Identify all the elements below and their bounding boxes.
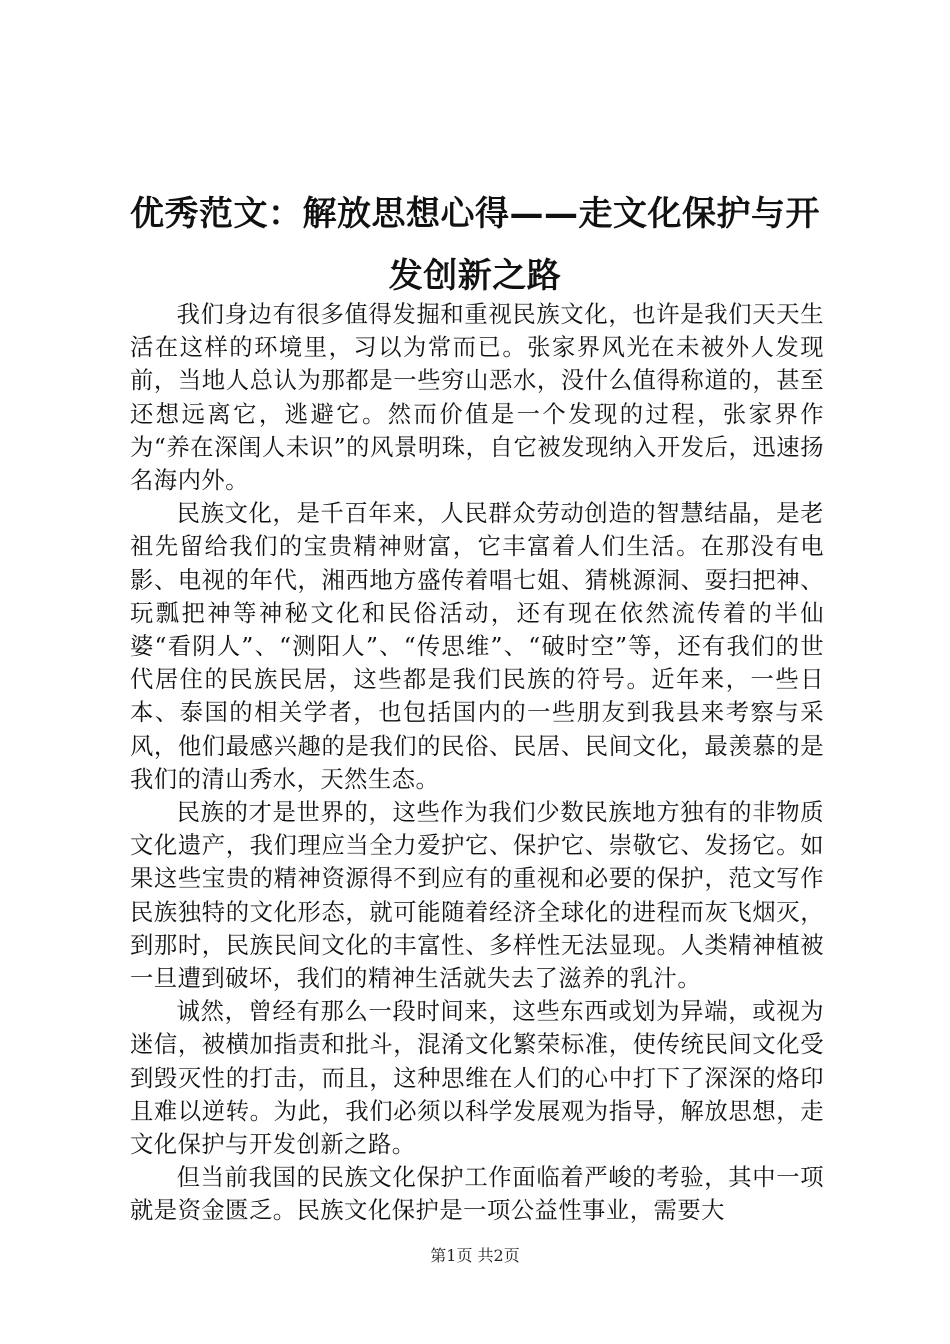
title-line-2: 发创新之路: [388, 256, 562, 296]
document-title: [110, 183, 840, 307]
paragraph-1: 我们身边有很多值得发掘和重视民族文化，也许是我们天天生活在这样的环境里，习以为常而已。张家界风光在未被外人发现前，当地人总认为那都是一些穷山恶水，没什么值得称道的，甚至还想远离它，逃避它。然而价值是一个发现的过程，张家界作为“养在深闺人未识”的风景明珠，自它被发现纳入开发后，迅速扬名海内外。: [130, 301, 824, 495]
paragraph-5: 但当前我国的民族文化保护工作面临着严峻的考验，其中一项就是资金匮乏。民族文化保护是一项公益性事业，需要大: [130, 1164, 824, 1225]
page-footer: 第1页 共2页: [430, 1246, 520, 1265]
paragraph-3: 民族的才是世界的，这些作为我们少数民族地方独有的非物质文化遗产，我们理应当全力爱护它、保护它、崇敬它、发扬它。如果这些宝贵的精神资源得不到应有的重视和必要的保护，范文写作民族独特的文化形态，就可能随着经济全球化的进程而灰飞烟灭，到那时，民族民间文化的丰富性、多样性无法显现。人类精神植被一旦遭到破坏，我们的精神生活就失去了滋养的乳汁。: [130, 799, 824, 993]
paragraph-4: 诚然，曾经有那么一段时间来，这些东西或划为异端，或视为迷信，被横加指责和批斗，混淆文化繁荣标准，使传统民间文化受到毁灭性的打击，而且，这种思维在人们的心中打下了深深的烙印且难以逆转。为此，我们必须以科学发展观为指导，解放思想，走文化保护与开发创新之路。: [130, 998, 824, 1159]
document-body: [130, 298, 824, 1228]
paragraph-2: 民族文化，是千百年来，人民群众劳动创造的智慧结晶，是老祖先留给我们的宝贵精神财富，它丰富着人们生活。在那没有电影、电视的年代，湘西地方盛传着唱七姐、猜桃源洞、耍扫把神、玩瓢把神等神秘文化和民俗活动，还有现在依然流传着的半仙婆“看阴人”、“测阳人”、“传思维”、“破时空”等，还有我们的世代居住的民族民居，这些都是我们民族的符号。近年来，一些日本、泰国的相关学者，也包括国内的一些朋友到我县来考察与采风，他们最感兴趣的是我们的民俗、民居、民间文化，最羡慕的是我们的清山秀水，天然生态。: [130, 500, 824, 793]
title-line-1: 优秀范文：解放思想心得——走文化保护与开: [130, 194, 820, 234]
